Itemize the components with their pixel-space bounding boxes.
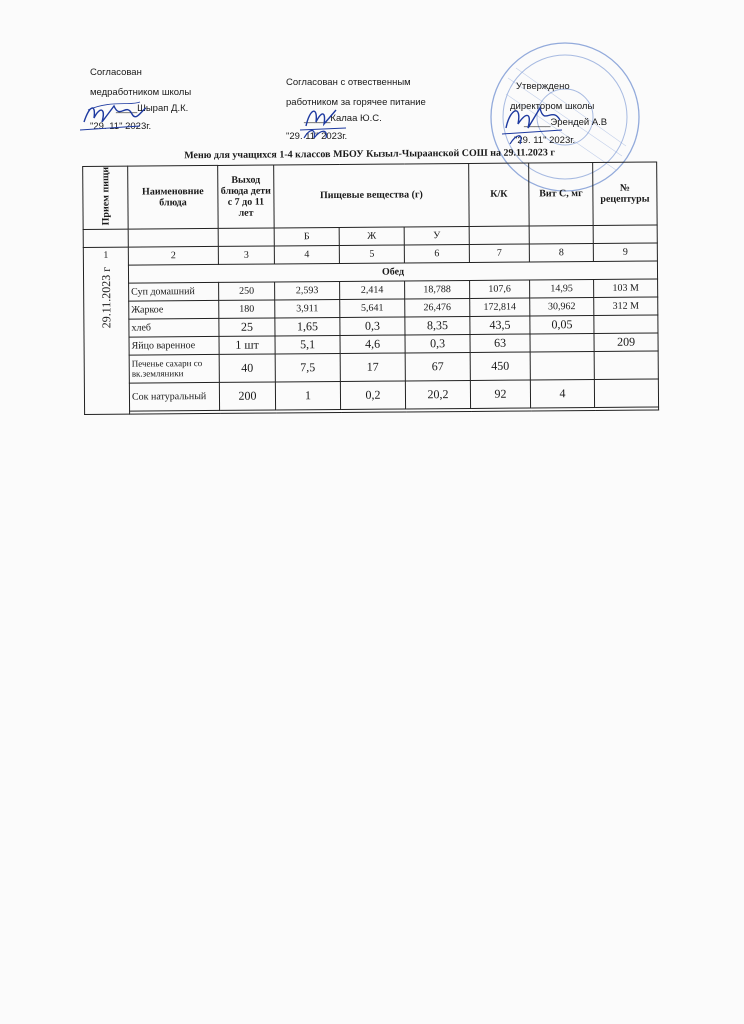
dish-kcal: 92 <box>470 380 530 408</box>
dish-protein: 2,593 <box>275 281 340 300</box>
section-lunch: Обед <box>128 261 657 283</box>
approval-medical: Согласован медработником школы ____Шырап Д.К. "29. 11" 2023г. <box>90 62 191 138</box>
col-number-3: 3 <box>218 246 274 264</box>
approval-food-name: Калаа Ю.С. <box>330 113 382 124</box>
dish-recipe: 312 М <box>594 297 658 316</box>
dish-vitc: 14,95 <box>530 279 594 298</box>
dish-yield: 250 <box>219 282 275 300</box>
dish-fat: 17 <box>340 353 405 382</box>
approval-director-name: Эрендей А.В <box>550 117 608 128</box>
dish-vitc: 30,962 <box>530 297 594 316</box>
dish-fat: 0,2 <box>340 381 405 410</box>
dish-vitc <box>530 333 594 352</box>
header-carbs: У <box>404 226 469 245</box>
dish-fat: 0,3 <box>340 317 405 336</box>
dish-yield: 200 <box>219 382 275 410</box>
approval-medical-date: "29. 11" 2023г. <box>90 121 152 132</box>
approval-food-date: "29. 11" 2023г. <box>286 131 348 142</box>
dish-yield: 40 <box>219 354 275 382</box>
header-nutrients: Пищевые вещества (г) <box>274 163 469 227</box>
table-row <box>84 351 658 384</box>
dish-yield: 1 шт <box>219 336 275 354</box>
dish-yield: 180 <box>219 300 275 318</box>
approval-director-date: "29. 11" 2023г. <box>514 135 576 146</box>
dish-recipe: 103 М <box>594 279 658 298</box>
dish-vitc: 0,05 <box>530 315 594 334</box>
dish-fat: 2,414 <box>340 281 405 300</box>
menu-table <box>82 141 659 414</box>
dish-vitc: 4 <box>530 379 594 408</box>
dish-recipe <box>594 315 658 334</box>
col-number-7: 7 <box>469 244 529 262</box>
dish-protein: 5,1 <box>275 335 340 354</box>
col-number-4: 4 <box>274 245 339 264</box>
col-number-8: 8 <box>529 243 593 262</box>
dish-carbs: 26,476 <box>405 298 470 317</box>
approval-medical-name: Шырап Д.К. <box>137 103 189 114</box>
approval-director-line1: Утверждено <box>516 81 570 92</box>
col-number-2: 2 <box>128 246 218 265</box>
dish-vitc <box>530 351 594 380</box>
dish-protein: 1,65 <box>275 317 340 336</box>
dish-kcal: 43,5 <box>470 316 530 334</box>
dish-fat: 5,641 <box>340 299 405 318</box>
dish-kcal: 107,6 <box>470 280 530 298</box>
dish-yield: 25 <box>219 318 275 336</box>
dish-fat: 4,6 <box>340 335 405 354</box>
dish-carbs: 67 <box>405 352 470 381</box>
approval-food-line1: Согласован с отвественным <box>286 77 411 88</box>
menu-title: Меню для учащихся 1-4 классов МБОУ Кызыл-Чыраанской СОШ на 29.11.2023 г <box>82 141 656 166</box>
dish-name: Жаркое <box>129 300 219 319</box>
dish-name: Яйцо варенное <box>129 336 219 355</box>
header-recipe: № рецептуры <box>593 162 657 225</box>
dish-name: Сок натуральный <box>129 382 219 411</box>
header-dish: Наименовние блюда <box>128 165 218 228</box>
dish-protein: 3,911 <box>275 299 340 318</box>
col-number-1: 1 <box>103 249 109 261</box>
dish-recipe <box>594 351 658 380</box>
table-row <box>84 379 658 412</box>
dish-kcal: 63 <box>470 334 530 352</box>
dish-protein: 1 <box>275 381 340 410</box>
dish-kcal: 172,814 <box>470 298 530 316</box>
dish-carbs: 18,788 <box>405 280 470 299</box>
meal-cell <box>83 247 129 414</box>
dish-carbs: 20,2 <box>405 380 470 409</box>
date-cell: 29.11.2023 г <box>98 266 113 328</box>
col-number-9: 9 <box>593 243 657 262</box>
dish-name: хлеб <box>129 318 219 337</box>
dish-recipe: 209 <box>594 333 658 352</box>
header-fat: Ж <box>339 227 404 246</box>
dish-kcal: 450 <box>470 352 530 380</box>
dish-carbs: 8,35 <box>405 316 470 335</box>
dish-name: Печенье сахарн со вк.земляники <box>129 354 219 383</box>
dish-carbs: 0,3 <box>405 334 470 353</box>
header-yield: Выход блюда дети с 7 до 11 лет <box>218 165 274 228</box>
header-kcal: К/К <box>469 163 529 226</box>
approval-director: Утверждено директором школы _____Эрендей А.В "29. 11" 2023г. <box>510 76 607 152</box>
dish-name: Суп домашний <box>129 282 219 301</box>
header-protein: Б <box>274 227 339 246</box>
col-number-6: 6 <box>404 244 469 263</box>
approval-medical-line1: Согласован <box>90 67 142 78</box>
header-vitc: Вит С, мг <box>529 162 593 225</box>
dish-protein: 7,5 <box>275 353 340 382</box>
approval-food-line2: работником за горячее питание <box>286 97 426 108</box>
approval-medical-line2: медработником школы <box>90 87 192 98</box>
approval-director-line2: директором школы <box>510 101 595 112</box>
header-meal: Прием пищи <box>83 166 128 229</box>
dish-recipe <box>594 379 658 408</box>
col-number-5: 5 <box>339 245 404 264</box>
approval-food-officer: Согласован с отвественным работником за горячее питание _____Калаа Ю.С. "29. 11" 2023г. <box>286 72 426 148</box>
